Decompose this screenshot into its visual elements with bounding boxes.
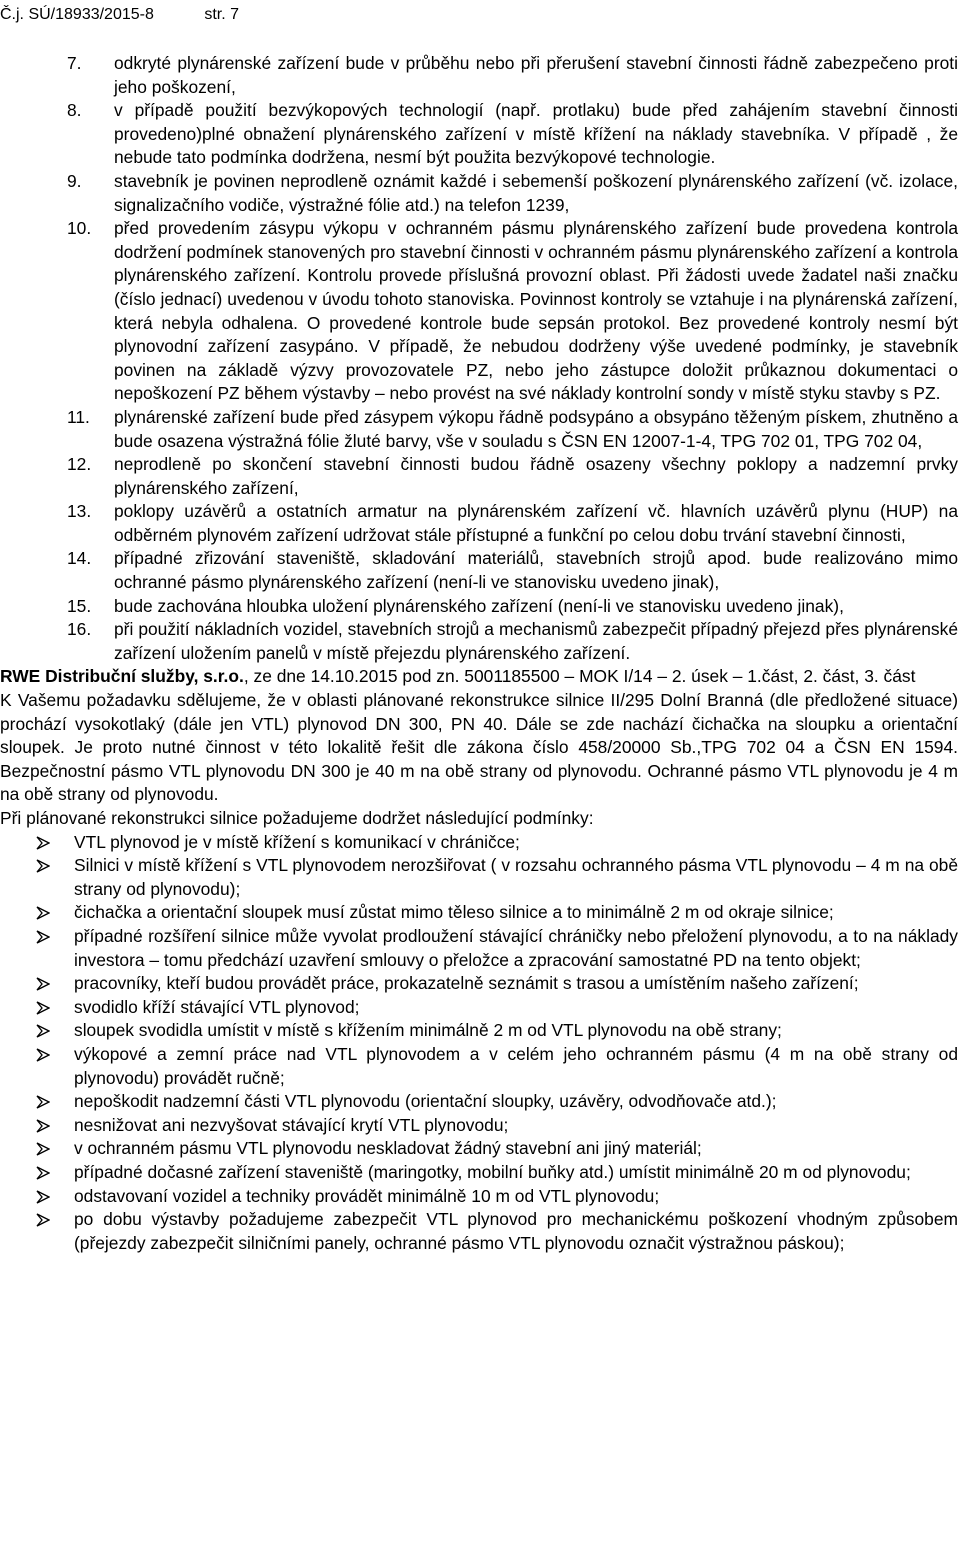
bullet-text: svodidlo kříží stávající VTL plynovod; xyxy=(74,996,360,1017)
item-number: 7. xyxy=(67,53,82,73)
list-item xyxy=(0,52,960,99)
page-header xyxy=(0,6,239,24)
item-number: 13. xyxy=(67,501,92,522)
list-item xyxy=(0,1208,960,1255)
company-name: RWE Distribuční služby, s.r.o. xyxy=(0,666,244,687)
arrowhead-bullet-icon xyxy=(36,1048,50,1062)
item-text: odkryté plynárenské zařízení bude v průběhu nebo při přerušení stavební činnosti řádně zabezpečeno proti jeho poškození, xyxy=(114,53,958,97)
list-item xyxy=(0,854,960,901)
list-item xyxy=(0,1019,960,1043)
rwe-statement-paragraph: K Vašemu požadavku sdělujeme, že v oblasti plánované rekonstrukce silnice II/295 Dolní Branná (dle předložené situace) prochází vysokotlaký (dále jen VTL) plynovod DN 300, PN 40. Dále se zde nachází čichačka na sloupku a orientační sloupek. Je proto nutné činnost v této lokalitě řešit dle zákona číslo 458/20000 Sb.,TPG 702 04 a ČSN EN 1594. Bezpečnostní pásmo VTL plynovodu DN 300 je 40 m na obě strany od plynovodu. Ochranné pásmo VTL plynovodu je 4 m na obě strany od plynovodu. xyxy=(0,690,958,805)
list-item xyxy=(0,1043,960,1090)
item-text: případné zřizování staveniště, skladování materiálů, stavebních strojů apod. bude realizováno mimo ochranné pásmo plynárenského zařízení (není-li ve stanovisku uvedeno jinak), xyxy=(114,548,958,593)
item-text: bude zachována hloubka uložení plynárenského zařízení (není-li ve stanovisku uvedeno jinak), xyxy=(114,595,844,616)
item-text: plynárenské zařízení bude před zásypem výkopu řádně podsypáno a obsypáno těženým pískem, zhutněno a bude osazena výstražná fólie žluté barvy, vše v souladu s ČSN EN 12007-1-4, TPG 702 01, TPG 702 04, xyxy=(114,406,958,451)
list-item xyxy=(0,453,960,500)
item-number: 16. xyxy=(67,619,92,640)
arrowhead-bullet-icon xyxy=(36,977,50,991)
list-item xyxy=(0,99,960,170)
arrowhead-bullet-icon xyxy=(36,1119,50,1133)
list-item xyxy=(0,1161,960,1185)
list-item xyxy=(0,1090,960,1114)
arrowhead-bullet-icon xyxy=(36,1142,50,1156)
arrowhead-bullet-icon xyxy=(36,859,50,873)
list-item xyxy=(0,1185,960,1209)
list-item xyxy=(0,618,960,665)
arrowhead-bullet-icon xyxy=(36,1095,50,1109)
item-number: 11. xyxy=(67,406,90,427)
bullet-text: výkopové a zemní práce nad VTL plynovodem a v celém jeho ochranném pásmu (4 m na obě strany od plynovodu) provádět ručně; xyxy=(74,1043,958,1088)
bullet-text: čichačka a orientační sloupek musí zůstat mimo těleso silnice a to minimálně 2 m od okraje silnice; xyxy=(74,902,834,923)
document-body xyxy=(0,52,960,1255)
arrowhead-bullet-icon xyxy=(36,906,50,920)
list-item xyxy=(0,925,960,972)
item-number: 15. xyxy=(67,595,92,616)
list-item xyxy=(0,996,960,1020)
arrowhead-bullet-icon xyxy=(36,1001,50,1015)
bullet-text: odstavovaní vozidel a techniky provádět minimálně 10 m od VTL plynovodu; xyxy=(74,1185,660,1206)
arrowhead-bullet-icon xyxy=(36,836,50,850)
bullet-text: případné rozšíření silnice může vyvolat prodloužení stávající chráničky nebo přeložení plynovodu, a to na náklady investora – tomu předchází uzavření smlouvy o přeložce a zpracování samostatné PD na tento objekt; xyxy=(74,925,958,970)
bullet-text: nesnižovat ani nezvyšovat stávající krytí VTL plynovodu; xyxy=(74,1114,509,1135)
item-text: před provedením zásypu výkopu v ochranném pásmu plynárenského zařízení bude provedena kontrola dodržení podmínek stanovených pro stavební činnosti v ochranném pásmu plynárenského zařízení a kontrola plynárenského zařízení. Kontrolu provede příslušná provozní oblast. Při žádosti uvede žadatel naši značku (číslo jednací) uvedenou v úvodu tohoto stanoviska. Povinnost kontroly se vztahuje i na plynárenská zařízení, která nebyla odhalena. O provedené kontrole bude sepsán protokol. Bez provedené kontroly nesmí být plynovodní zařízení zasypáno. V případě, že nebudou dodrženy výše uvedené podmínky, je stavebník povinen na základě výzvy provozovatele PZ, nebo jeho zástupce doložit průkaznou dokumentaci o nepoškození PZ během výstavby – nebo provést na své náklady kontrolní sondy v místě styku stavby s PZ. xyxy=(114,218,958,404)
list-item xyxy=(0,831,960,855)
list-item xyxy=(0,217,960,406)
arrowhead-bullet-icon xyxy=(36,1190,50,1204)
bullet-text: v ochranném pásmu VTL plynovodu neskladovat žádný stavební ani jiný materiál; xyxy=(74,1138,702,1159)
page-number: str. 7 xyxy=(204,6,240,23)
arrowhead-bullet-icon xyxy=(36,1166,50,1180)
item-text: stavebník je povinen neprodleně oznámit každé i sebemenší poškození plynárenského zařízení (vč. izolace, signalizačního vodiče, výstražné fólie atd.) na telefon 1239, xyxy=(114,170,958,215)
list-item xyxy=(0,406,960,453)
conditions-list xyxy=(0,52,960,665)
item-number: 8. xyxy=(67,100,82,121)
requirements-list xyxy=(0,831,960,1256)
list-item xyxy=(0,972,960,996)
bullet-text: případné dočasné zařízení staveniště (maringotky, mobilní buňky atd.) umístit minimálně 20 m od plynovodu; xyxy=(74,1161,911,1182)
list-item xyxy=(0,547,960,594)
arrowhead-bullet-icon xyxy=(36,930,50,944)
bullet-text: pracovníky, kteří budou provádět práce, prokazatelně seznámit s trasou a umístěním našeho zařízení; xyxy=(74,973,859,994)
list-item xyxy=(0,1114,960,1138)
item-number: 12. xyxy=(67,454,92,475)
list-item xyxy=(0,500,960,547)
item-number: 14. xyxy=(67,548,92,569)
list-item xyxy=(0,901,960,925)
bullet-text: nepoškodit nadzemní části VTL plynovodu (orientační sloupky, uzávěry, odvodňovače atd.); xyxy=(74,1091,777,1112)
conditions-intro: Při plánované rekonstrukci silnice požadujeme dodržet následující podmínky: xyxy=(0,808,594,828)
list-item xyxy=(0,170,960,217)
item-text: v případě použití bezvýkopových technologií (např. protlaku) bude před zahájením stavební činnosti provedeno)plné obnažení plynárenského zařízení v místě křížení na náklady stavebníka. V případě , že nebude tato podmínka dodržena, nesmí být použita bezvýkopové technologie. xyxy=(114,100,958,168)
item-text: poklopy uzávěrů a ostatních armatur na plynárenském zařízení vč. hlavních uzávěrů plynu (HUP) na odběrném plynovém zařízení udržovat stále přístupné a funkční po celou dobu trvání stavební činnosti, xyxy=(114,501,958,545)
item-text: neprodleně po skončení stavební činnosti budou řádně osazeny všechny poklopy a nadzemní prvky plynárenského zařízení, xyxy=(114,454,958,498)
bullet-text: sloupek svodidla umístit v místě s křížením minimálně 2 m od VTL plynovodu na obě strany; xyxy=(74,1020,782,1041)
rwe-statement-heading xyxy=(0,665,960,689)
statement-details: , ze dne 14.10.2015 pod zn. 5001185500 – MOK I/14 – 2. úsek – 1.část, 2. část, 3. část xyxy=(243,666,916,687)
item-number: 9. xyxy=(67,170,82,191)
bullet-text: Silnici v místě křížení s VTL plynovodem nerozšiřovat ( v rozsahu ochranného pásma VTL plynovodu – 4 m na obě strany od plynovodu); xyxy=(74,855,958,899)
list-item xyxy=(0,595,960,619)
document-reference: Č.j. SÚ/18933/2015-8 xyxy=(0,6,154,23)
bullet-text: VTL plynovod je v místě křížení s komunikací v chráničce; xyxy=(74,831,520,852)
arrowhead-bullet-icon xyxy=(36,1024,50,1038)
arrowhead-bullet-icon xyxy=(36,1213,50,1227)
list-item xyxy=(0,1137,960,1161)
item-text: při použití nákladních vozidel, stavebních strojů a mechanismů zabezpečit případný přejezd přes plynárenské zařízení uložením panelů v místě přejezdu plynárenského zařízení. xyxy=(114,619,958,663)
item-number: 10. xyxy=(67,218,92,239)
bullet-text: po dobu výstavby požadujeme zabezpečit VTL plynovod pro mechanickému poškození vhodným způsobem (přejezdy zabezpečit silničními panely, ochranné pásmo VTL plynovodu označit výstražnou páskou); xyxy=(74,1209,958,1253)
